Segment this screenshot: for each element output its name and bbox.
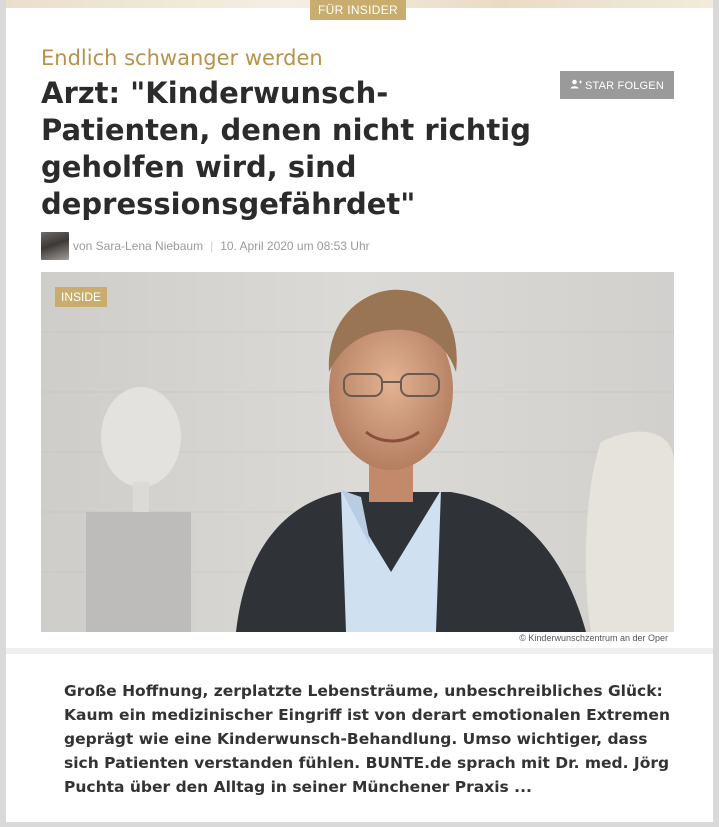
person-add-icon	[570, 72, 582, 100]
portrait-photo	[41, 272, 674, 632]
article-card	[6, 0, 713, 822]
star-follow-button[interactable]	[560, 71, 674, 99]
author-avatar[interactable]	[41, 232, 69, 260]
image-caption: © Kinderwunschzentrum an der Oper	[519, 633, 668, 643]
byline-separator: |	[210, 239, 214, 253]
publish-date: 10. April 2020 um 08:53 Uhr	[220, 239, 370, 253]
article-kicker: Endlich schwanger werden	[41, 46, 323, 70]
article-teaser: Große Hoffnung, zerplatzte Lebensträume, unbeschreibliches Glück: Kaum ein medizinischer Eingriff ist von derart emotionalen Extremen geprägt wie eine Kinderwunsch-Behandlung. Umso wichtiger, dass sich Patienten verstanden fühlen. BUNTE.de sprach mit Dr. med. Jörg Puchta über den Alltag in seiner Münchener Praxis ...	[64, 682, 670, 796]
insider-badge[interactable]: FÜR INSIDER	[310, 0, 406, 20]
hero-image	[41, 272, 674, 632]
byline	[41, 231, 370, 261]
follow-label: STAR FOLGEN	[584, 80, 664, 92]
inside-tag[interactable]: INSIDE	[55, 287, 107, 307]
author-name[interactable]: von Sara-Lena Niebaum	[73, 239, 204, 253]
article-headline: Arzt: "Kinderwunsch-Patienten, denen nicht richtig geholfen wird, sind depressionsgefährdet"	[41, 76, 531, 221]
section-divider	[6, 648, 713, 654]
